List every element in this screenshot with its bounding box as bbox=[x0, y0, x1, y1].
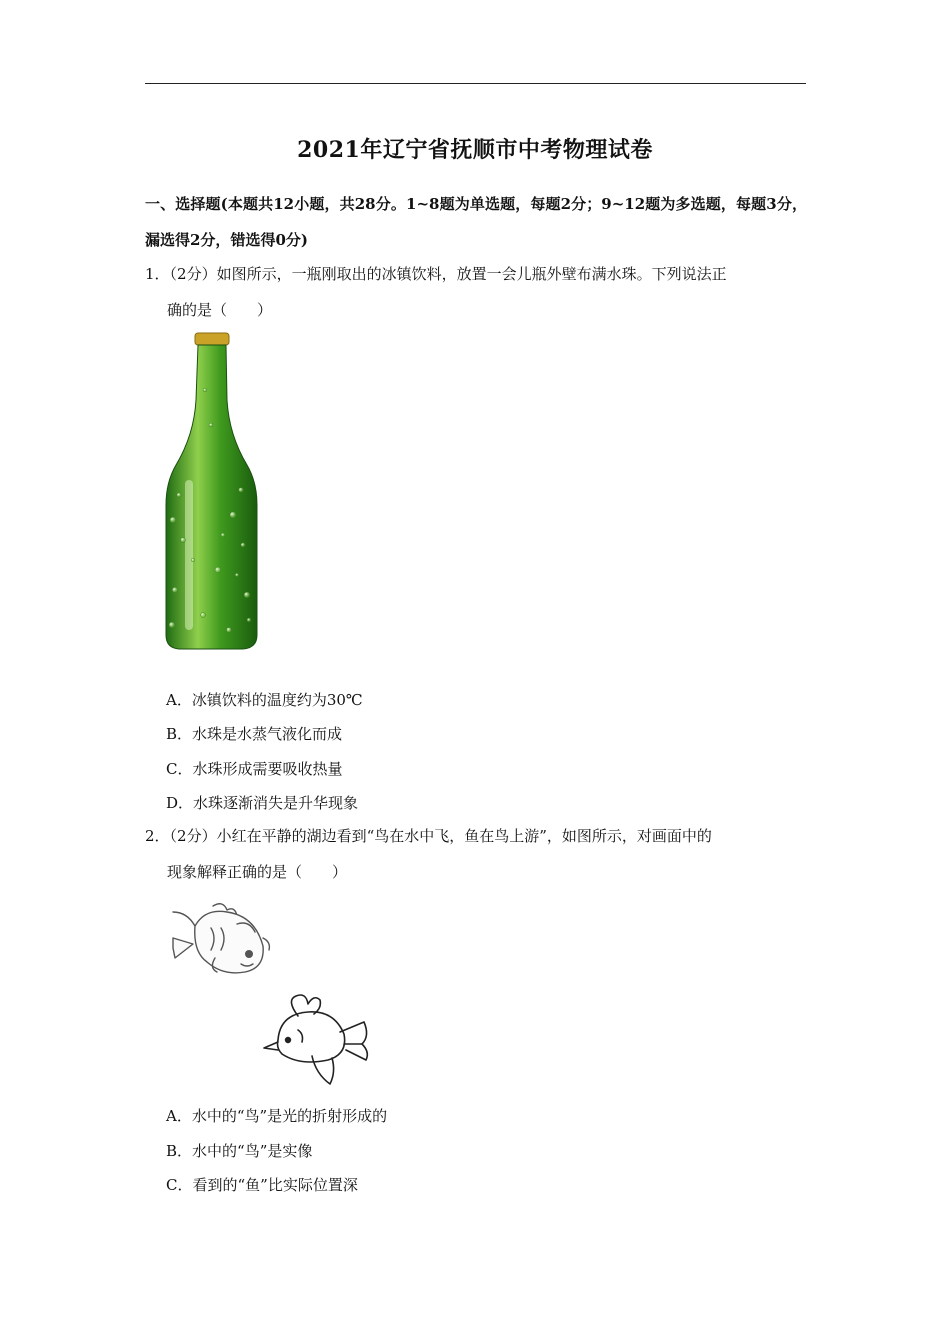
question-number: 1． bbox=[145, 265, 170, 283]
question-1-stem bbox=[145, 256, 807, 328]
option-text: 水中的“鸟”是实像 bbox=[192, 1142, 313, 1160]
option-label: B． bbox=[166, 725, 193, 743]
question-text-line2: 现象解释正确的是（ ） bbox=[167, 863, 348, 881]
option-text: 看到的“鱼”比实际位置深 bbox=[192, 1176, 358, 1194]
option-label: A． bbox=[166, 1107, 192, 1125]
header-rule bbox=[145, 83, 806, 84]
question-2-stem bbox=[145, 818, 807, 890]
option-text: 水珠是水蒸气液化而成 bbox=[192, 725, 343, 743]
question-score: （2分） bbox=[169, 265, 217, 283]
option-label: B． bbox=[166, 1142, 193, 1160]
option-label: D． bbox=[166, 794, 194, 812]
section-heading: 一、选择题(本题共12小题，共28分。1~8题为单选题，每题2分；9~12题为多选题，每题3分，漏选得2分，错选得0分) bbox=[145, 195, 807, 249]
question-text-line2: 确的是（ ） bbox=[167, 301, 273, 319]
option-c bbox=[166, 759, 343, 779]
green-bottle-icon bbox=[163, 330, 259, 656]
option-d bbox=[166, 793, 358, 813]
bird-icon bbox=[258, 990, 374, 1090]
question-text-line1: 小红在平静的湖边看到“鸟在水中飞，鱼在鸟上游”，如图所示，对画面中的 bbox=[216, 827, 712, 845]
option-b bbox=[166, 1141, 312, 1161]
question-text-line1: 如图所示，一瓶刚取出的冰镇饮料，放置一会儿瓶外壁布满水珠。下列说法正 bbox=[216, 265, 727, 283]
option-label: C． bbox=[166, 1176, 193, 1194]
option-b bbox=[166, 724, 342, 744]
option-c bbox=[166, 1175, 358, 1195]
question-score: （2分） bbox=[169, 827, 217, 845]
option-text: 水珠形成需要吸收热量 bbox=[192, 760, 343, 778]
option-label: A． bbox=[166, 691, 192, 709]
option-text: 水珠逐渐消失是升华现象 bbox=[193, 794, 359, 812]
option-text: 冰镇饮料的温度约为30℃ bbox=[191, 691, 363, 709]
option-a bbox=[166, 1106, 387, 1126]
fish-icon bbox=[165, 898, 273, 982]
exam-title: 2021年辽宁省抚顺市中考物理试卷 bbox=[297, 137, 653, 163]
option-a bbox=[166, 690, 363, 710]
option-text: 水中的“鸟”是光的折射形成的 bbox=[191, 1107, 388, 1125]
question-number: 2． bbox=[145, 827, 170, 845]
option-label: C． bbox=[166, 760, 193, 778]
